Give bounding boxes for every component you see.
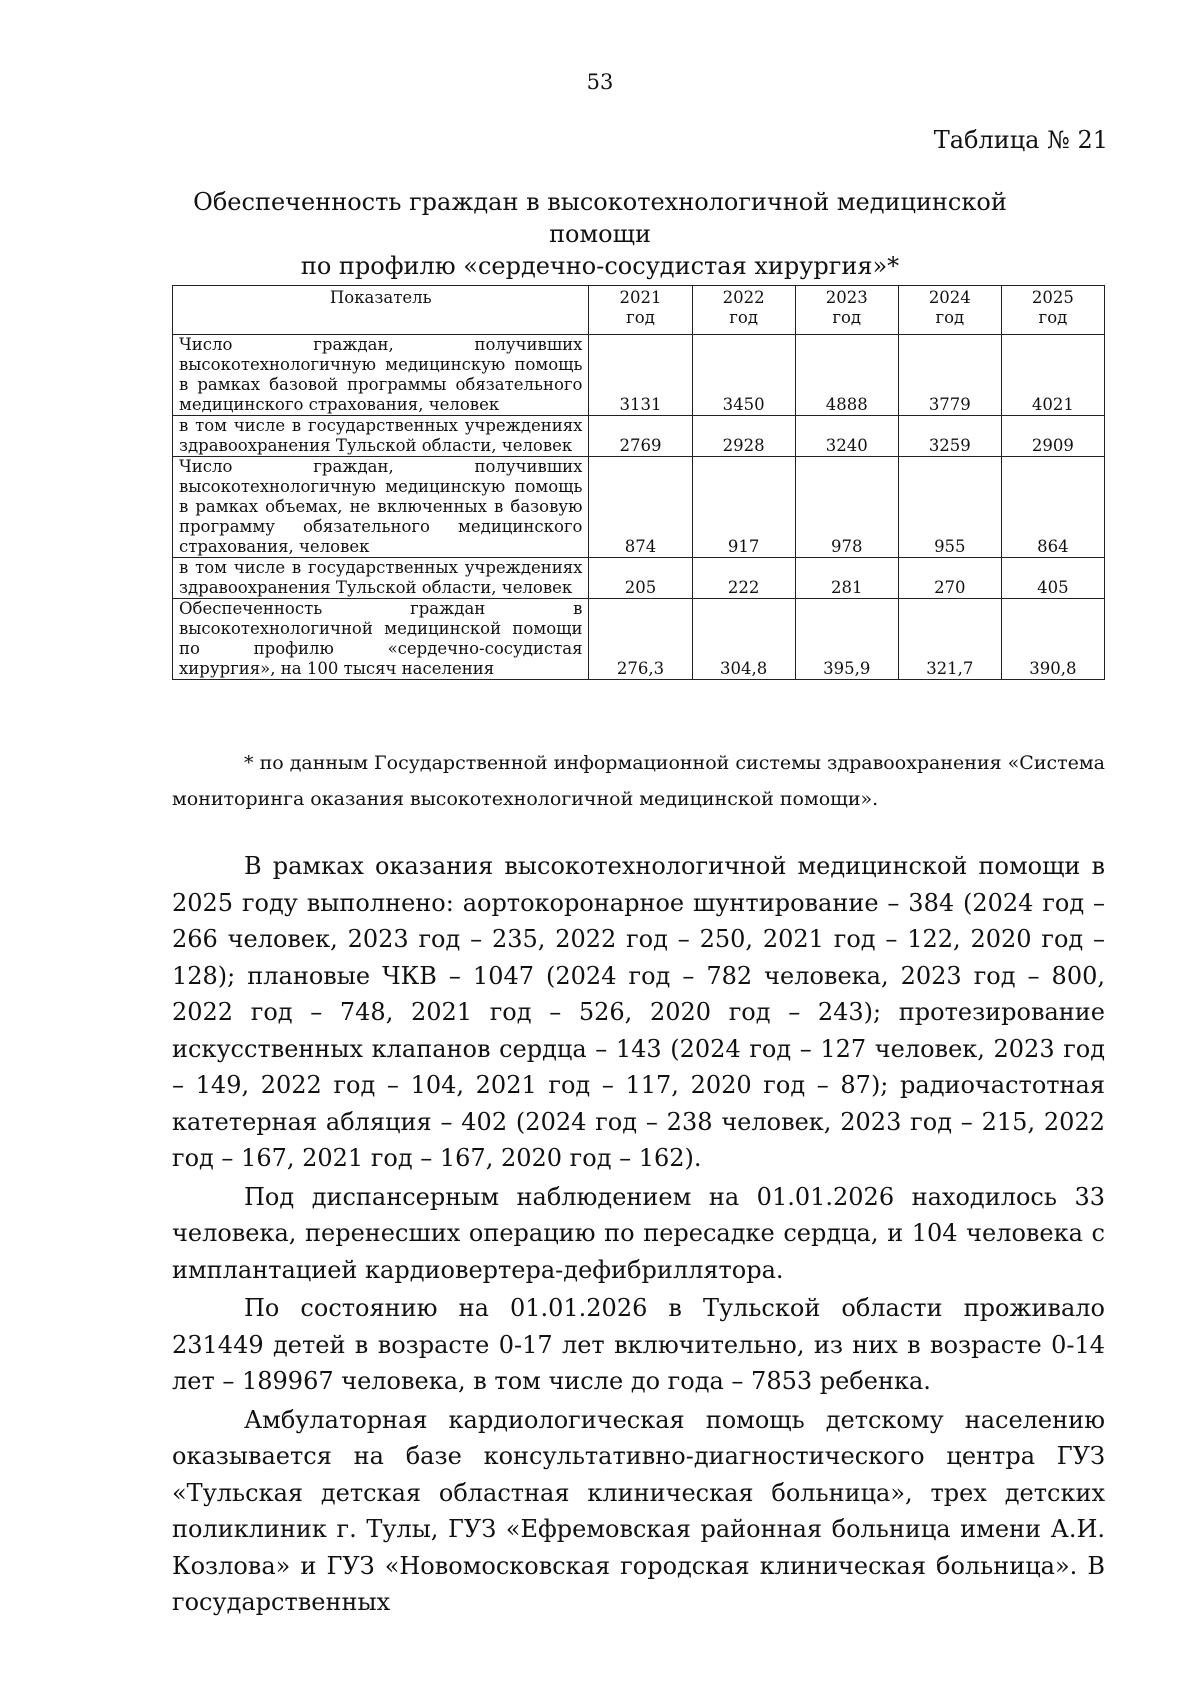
row-label: в том числе в государственных учреждениях здравоохранения Тульской области, человек [173,558,589,599]
cell-value: 390,8 [1001,599,1104,680]
cell-value: 321,7 [898,599,1001,680]
paragraph: Амбулаторная кардиологическая помощь детскому населению оказывается на базе консультативно-диагностического центра ГУЗ «Тульская детская областная клиническая больница», трех детских поликлиник г. Тулы, ГУЗ «Ефремовская районная больница имени А.И. Козлова» и ГУЗ «Новомосковская городская клиническая больница». В государственных [172,1405,1105,1616]
cell-value: 304,8 [692,599,795,680]
cell-value: 281 [795,558,898,599]
row-label: Число граждан, получивших высокотехнологичную медицинскую помощь в рамках базовой программы обязательного медицинского страхования, человек [173,335,589,416]
cell-value: 405 [1001,558,1104,599]
cell-value: 955 [898,457,1001,558]
header-year-2024: 2024 год [898,286,1001,335]
cell-value: 276,3 [589,599,692,680]
cell-value: 874 [589,457,692,558]
cell-value: 2928 [692,416,795,457]
cell-value: 3240 [795,416,898,457]
cell-value: 917 [692,457,795,558]
table-row [173,457,1105,558]
cell-value: 270 [898,558,1001,599]
page-number: 53 [586,70,614,94]
table-row [173,558,1105,599]
cell-value: 864 [1001,457,1104,558]
header-indicator: Показатель [173,286,589,335]
cell-value: 4888 [795,335,898,416]
cell-value: 2909 [1001,416,1104,457]
cell-value: 3131 [589,335,692,416]
cell-value: 978 [795,457,898,558]
table-caption: Таблица № 21 [933,126,1108,154]
paragraph: По состоянию на 01.01.2026 в Тульской области проживало 231449 детей в возрасте 0-17 лет включительно, из них в возрасте 0-14 лет – 189967 человека, в том числе до года – 7853 ребенка. [172,1294,1105,1395]
cell-value: 2769 [589,416,692,457]
table-header-row [173,286,1105,335]
cell-value: 3450 [692,335,795,416]
paragraph: В рамках оказания высокотехнологичной медицинской помощи в 2025 году выполнено: аортокоронарное шунтирование – 384 (2024 год – 266 человек, 2023 год – 235, 2022 год – 250, 2021 год – 122, 2020 год – 128); плановые ЧКВ – 1047 (2024 год – 782 человека, 2023 год – 800, 2022 год – 748, 2021 год – 526, 2020 год – 243); протезирование искусственных клапанов сердца – 143 (2024 год – 127 человек, 2023 год – 149, 2022 год – 104, 2021 год – 117, 2020 год – 87); радиочастотная катетерная абляция – 402 (2024 год – 238 человек, 2023 год – 215, 2022 год – 167, 2021 год – 167, 2020 год – 162). [172,852,1105,1172]
cell-value: 222 [692,558,795,599]
cell-value: 3259 [898,416,1001,457]
title-line-1: Обеспеченность граждан в высокотехнологичной медицинской помощи [193,188,1007,248]
table-footnote: * по данным Государственной информационной системы здравоохранения «Система мониторинга оказания высокотехнологичной медицинской помощи». [172,752,1105,810]
header-year-2025: 2025 год [1001,286,1104,335]
row-label: в том числе в государственных учреждениях здравоохранения Тульской области, человек [173,416,589,457]
row-label: Число граждан, получивших высокотехнологичную медицинскую помощь в рамках объемах, не включенных в базовую программу обязательного медицинского страхования, человек [173,457,589,558]
table-row [173,335,1105,416]
cell-value: 4021 [1001,335,1104,416]
row-label: Обеспеченность граждан в высокотехнологичной медицинской помощи по профилю «сердечно-сосудистая хирургия», на 100 тысяч населения [173,599,589,680]
cell-value: 395,9 [795,599,898,680]
paragraph: Под диспансерным наблюдением на 01.01.2026 находилось 33 человека, перенесших операцию по пересадке сердца, и 104 человека с имплантацией кардиовертера-дефибриллятора. [172,1182,1105,1284]
header-year-2023: 2023 год [795,286,898,335]
header-year-2022: 2022 год [692,286,795,335]
cell-value: 205 [589,558,692,599]
table-row [173,599,1105,680]
table-row [173,416,1105,457]
cell-value: 3779 [898,335,1001,416]
body-text [172,848,1105,1621]
statistics-table [172,285,1105,680]
title-line-2: по профилю «сердечно-сосудистая хирургия»* [300,252,900,280]
document-title [150,186,1050,282]
header-year-2021: 2021 год [589,286,692,335]
